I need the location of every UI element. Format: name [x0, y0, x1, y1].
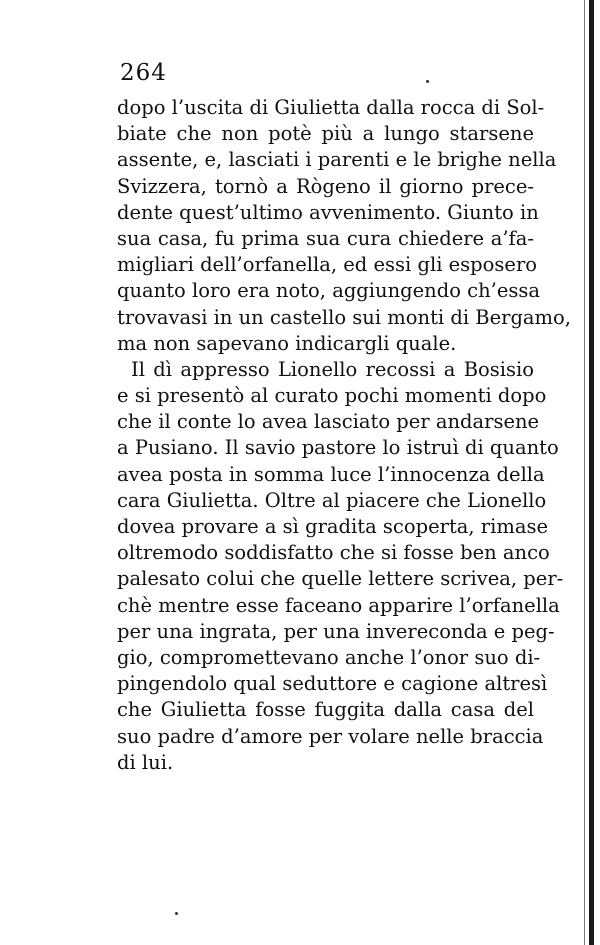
text-line: cara Giulietta. Oltre al piacere che Lionello [117, 488, 547, 512]
text-line: biate che non potè più a lungo starsene [117, 122, 534, 146]
text-line: assente, e, lasciati i parenti e le brighe nella [117, 148, 557, 172]
text-line: dovea provare a sì gradita scoperta, rimase [117, 515, 549, 538]
text-line: che Giulietta fosse fuggita dalla casa del [117, 698, 534, 722]
text-line: Svizzera, tornò a Rògeno il giorno prece- [117, 174, 534, 198]
page-edge-shadow [584, 0, 585, 945]
text-line: avea posta in somma luce l’innocenza della [117, 462, 545, 486]
body-text [117, 95, 571, 776]
text-line: migliari dell’orfanella, ed essi gli esposero [117, 253, 538, 277]
page-binding-edge [589, 0, 594, 945]
text-line: pingendolo qual seduttore e cagione altresì [117, 672, 548, 696]
text-line: a Pusiano. Il savio pastore lo istruì di quanto [117, 436, 559, 460]
text-line: gio, compromettevano anche l’onor suo di- [117, 645, 541, 669]
text-line: di lui. [117, 750, 174, 774]
text-line: quanto loro era noto, aggiungendo ch’essa [117, 279, 541, 303]
text-line: palesato colui che quelle lettere scrivea, per- [117, 567, 564, 591]
paper-speck [175, 912, 178, 915]
text-line: sua casa, fu prima sua cura chiedere a’fa- [117, 226, 534, 250]
text-line: chè mentre esse faceano apparire l’orfanella [117, 593, 560, 617]
text-line: ma non sapevano indicargli quale. [117, 331, 457, 355]
text-line: suo padre d’amore per volare nelle braccia [117, 724, 544, 748]
text-line: oltremodo soddisfatto che si fosse ben anco [117, 541, 550, 565]
text-line: e si presentò al curato pochi momenti dopo [117, 384, 547, 408]
text-line: trovavasi in un castello sui monti di Bergamo, [117, 305, 571, 329]
paper-speck [426, 80, 429, 83]
text-line: per una ingrata, per una invereconda e peg- [117, 619, 555, 643]
text-line: Il dì appresso Lionello recossi a Bosisio [131, 357, 534, 381]
text-line: che il conte lo avea lasciato per andarsene [117, 410, 540, 434]
text-line: dopo l’uscita di Giulietta dalla rocca di Sol- [117, 96, 545, 119]
text-line: dente quest’ultimo avvenimento. Giunto in [117, 200, 539, 224]
page-number: 264 [120, 60, 167, 86]
